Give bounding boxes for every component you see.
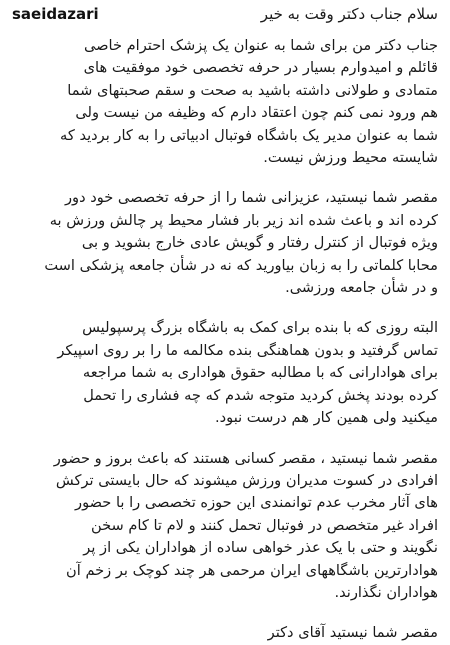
caption-line: شما به عنوان مدیر یک باشگاه فوتبال ادبیاتی را به کار بردید که — [60, 126, 438, 144]
caption-line: هواداران نگذارند. — [334, 583, 438, 601]
caption-line: افراد غیر متخصص در فوتبال تحمل کنند و لام تا کام سخن — [91, 516, 438, 534]
caption-line: های آثار مخرب عدم توانمندی این حوزه تخصصی را با حضور — [75, 494, 438, 512]
username-link[interactable]: saeidazari — [12, 5, 99, 23]
caption-line: کرده اند و باعث شده اند زیر بار فشار محیط پر چالش ورزش به — [49, 211, 438, 229]
caption-body — [12, 35, 438, 645]
caption-line: قائلم و امیدوارم بسیار در حرفه تخصصی خود موفقیت های — [83, 59, 438, 77]
paragraph-4 — [12, 448, 438, 605]
caption-line: مقصر شما نیستید، عزیزانی شما را از حرفه تخصصی خود دور — [64, 189, 438, 207]
caption-line: مقصر شما نیستید ، مقصر کسانی هستند که باعث بروز و حضور — [53, 449, 438, 467]
caption-line: ویژه فوتبال از کنترل رفتار و گویش عادی خارج بشوید و بی — [81, 234, 438, 252]
caption-line: برای هوادارانی که با مطالبه حقوق هواداری به شما مراجعه — [82, 364, 438, 382]
caption-line: محابا کلماتی را به زبان بیاورید که نه در شأن جامعه پزشکی است — [44, 256, 438, 274]
greeting-text: سلام جناب دکتر وقت به خیر — [260, 5, 438, 23]
caption-line: البته روزی که با بنده برای کمک به باشگاه بزرگ پرسپولیس — [82, 319, 438, 337]
caption-line: کرده بودند پخش کردید متوجه شدم که چه فشاری را تحمل — [83, 386, 438, 404]
caption-line: جناب دکتر من برای شما به عنوان یک پزشک احترام خاصی — [83, 37, 438, 54]
paragraph-3 — [12, 317, 438, 429]
caption-header — [12, 5, 438, 35]
caption-line: متمادی و طولانی داشته باشید به صحت و سقم صحبتهای شما — [67, 81, 438, 99]
paragraph-2 — [12, 187, 438, 299]
caption-line: نگویند و حتی با یک عذر خواهی ساده از هواداران یکی از پر — [83, 539, 438, 557]
caption-line: میکنید ولی همین کار هم درست نبود. — [215, 409, 438, 427]
caption-line: و در شأن جامعه ورزشی. — [285, 279, 438, 297]
paragraph-1 — [12, 35, 438, 169]
caption-line: تماس گرفتید و بدون هماهنگی بنده مکالمه ما را بر روی اسپیکر — [57, 341, 438, 359]
caption-line: هم ورود نمی کنم چون اعتقاد دارم که وظیفه من نیست ولی — [75, 104, 438, 122]
caption-line: شایسته محیط ورزش نیست. — [263, 149, 438, 167]
caption-line: هوادارترین باشگاههای ایران مرحمی هر چند کوچک بر زخم آن — [66, 561, 438, 579]
caption-line: افرادی در کسوت مدیران ورزش میشوند که حال بایستی ترکش — [55, 471, 438, 489]
closing-line: مقصر شما نیستید آقای دکتر — [267, 624, 438, 642]
